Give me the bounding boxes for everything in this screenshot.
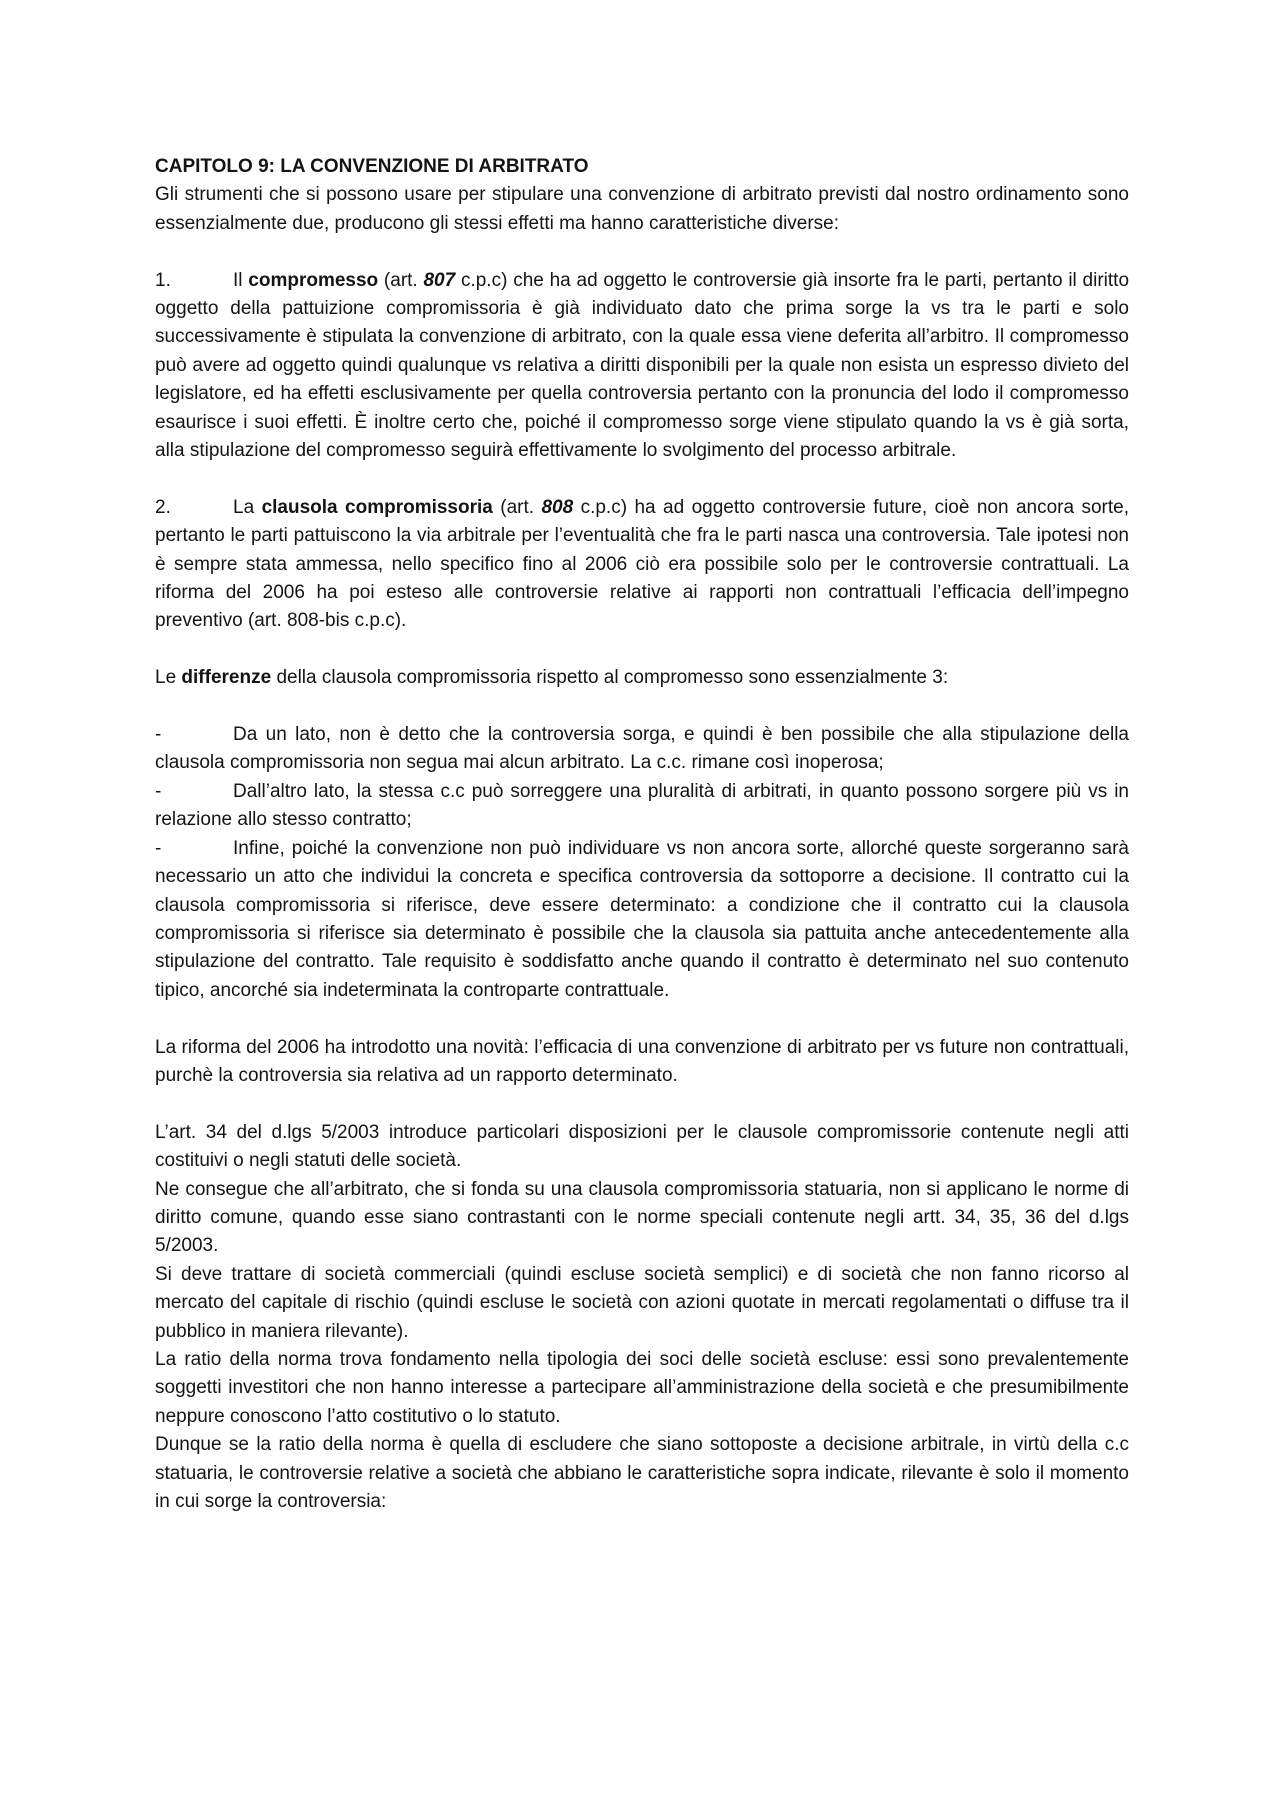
spacer [155,693,1129,721]
art34-paragraph: La ratio della norma trova fondamento nella tipologia dei soci delle società escluse: essi sono prevalentemente soggetti investitori che non hanno interesse a partecipare all’amministrazione della società e che presumibilmente neppure conoscono l’atto costitutivo o lo statuto. [155,1348,1129,1427]
differenze-paragraph: Le differenze della clausola compromissoria rispetto al compromesso sono essenzialmente 3: [155,667,949,689]
article-number: 807 [423,269,456,291]
dash-item: - Infine, poiché la convenzione non può individuare vs non ancora sorte, allorché queste sorgeranno sarà necessario un atto che individui la concreta e specifica controversia da sottoporre a decisione. Il contratto cui la clausola compromissoria si riferisce, deve essere determinato: a condizione che il contratto cui la clausola compromissoria si riferisce sia determinato è possibile che la clausola sia pattuita anche antecedentemente alla stipulazione del contratto. Tale requisito è soddisfatto anche quando il contratto è determinato nel suo contenuto tipico, ancorché sia indeterminata la controparte contrattuale. [155,835,1129,1005]
article-number: 808 [541,496,574,518]
chapter-title: CAPITOLO 9: LA CONVENZIONE DI ARBITRATO [155,156,589,177]
riforma-paragraph: La riforma del 2006 ha introdotto una novità: l’efficacia di una convenzione di arbitrato per vs future non contrattuali, purchè la controversia sia relativa ad un rapporto determinato. [155,1036,1129,1086]
spacer [155,636,1129,664]
spacer [155,1090,1129,1118]
spacer [155,1005,1129,1033]
term-differenze: differenze [181,667,272,689]
list-number: 1. [155,269,171,291]
list-item-clausola: 2. La clausola compromissoria (art. 808 c.p.c) ha ad oggetto controversie future, cioè non ancora sorte, pertanto le parti pattuiscono la via arbitrale per l’eventualità che fra le parti nasca una controversia. Tale ipotesi non è sempre stata ammessa, nello specifico fino al 2006 ciò era possibile solo per le controversie contrattuali. La riforma del 2006 ha poi esteso alle controversie relative ai rapporti non contrattuali l’efficacia dell’impegno preventivo (art. 808-bis c.p.c). [155,494,1129,636]
dash-marker: - [155,724,162,746]
spacer [155,238,1129,266]
list-number: 2. [155,496,171,518]
art34-paragraph: L’art. 34 del d.lgs 5/2003 introduce particolari disposizioni per le clausole compromissorie contenute negli atti costituivi o negli statuti delle società. [155,1121,1129,1172]
list-item-compromesso: 1. Il compromesso (art. 807 c.p.c) che ha ad oggetto le controversie già insorte fra le parti, pertanto il diritto oggetto della pattuizione compromissoria è già individuato dato che prima sorge la vs tra le parti e solo successivamente è stipulata la convenzione di arbitrato, con la quale essa viene deferita all’arbitro. Il compromesso può avere ad oggetto quindi qualunque vs relativa a diritti disponibili per la quale non esista un espresso divieto del legislatore, ed ha effetti esclusivamente per quella controversia pertanto con la pronuncia del lodo il compromesso esaurisce i suoi effetti. È inoltre certo che, poiché il compromesso sorge viene stipulato quando la vs è già sorta, alla stipulazione del compromesso seguirà effettivamente lo svolgimento del processo arbitrale. [155,267,1129,466]
term-clausola: clausola compromissoria [261,496,493,518]
art34-paragraph: Si deve trattare di società commerciali (quindi escluse società semplici) e di società che non fanno ricorso al mercato del capitale di rischio (quindi escluse le società con azioni quotate in mercati regolamentati o diffuse tra il pubblico in maniera rilevante). [155,1263,1129,1342]
dash-item: - Da un lato, non è detto che la controversia sorga, e quindi è ben possibile che alla stipulazione della clausola compromissoria non segua mai alcun arbitrato. La c.c. rimane così inoperosa; [155,721,1129,778]
spacer [155,465,1129,493]
art34-paragraph: Ne consegue che all’arbitrato, che si fonda su una clausola compromissoria statuaria, non si applicano le norme di diritto comune, quando esse siano contrastanti con le norme speciali contenute negli artt. 34, 35, 36 del d.lgs 5/2003. [155,1178,1129,1257]
term-compromesso: compromesso [248,269,379,291]
art34-paragraph: Dunque se la ratio della norma è quella di escludere che siano sottoposte a decisione arbitrale, in virtù della c.c statuaria, le controversie relative a società che abbiano le caratteristiche sopra indicate, rilevante è solo il momento in cui sorge la controversia: [155,1434,1129,1512]
document-page [155,153,1129,1516]
intro-paragraph: Gli strumenti che si possono usare per stipulare una convenzione di arbitrato previsti dal nostro ordinamento sono essenzialmente due, producono gli stessi effetti ma hanno caratteristiche diverse: [155,184,1129,234]
dash-marker: - [155,780,162,802]
dash-item: - Dall’altro lato, la stessa c.c può sorreggere una pluralità di arbitrati, in quanto possono sorgere più vs in relazione allo stesso contratto; [155,778,1129,835]
dash-marker: - [155,837,162,859]
